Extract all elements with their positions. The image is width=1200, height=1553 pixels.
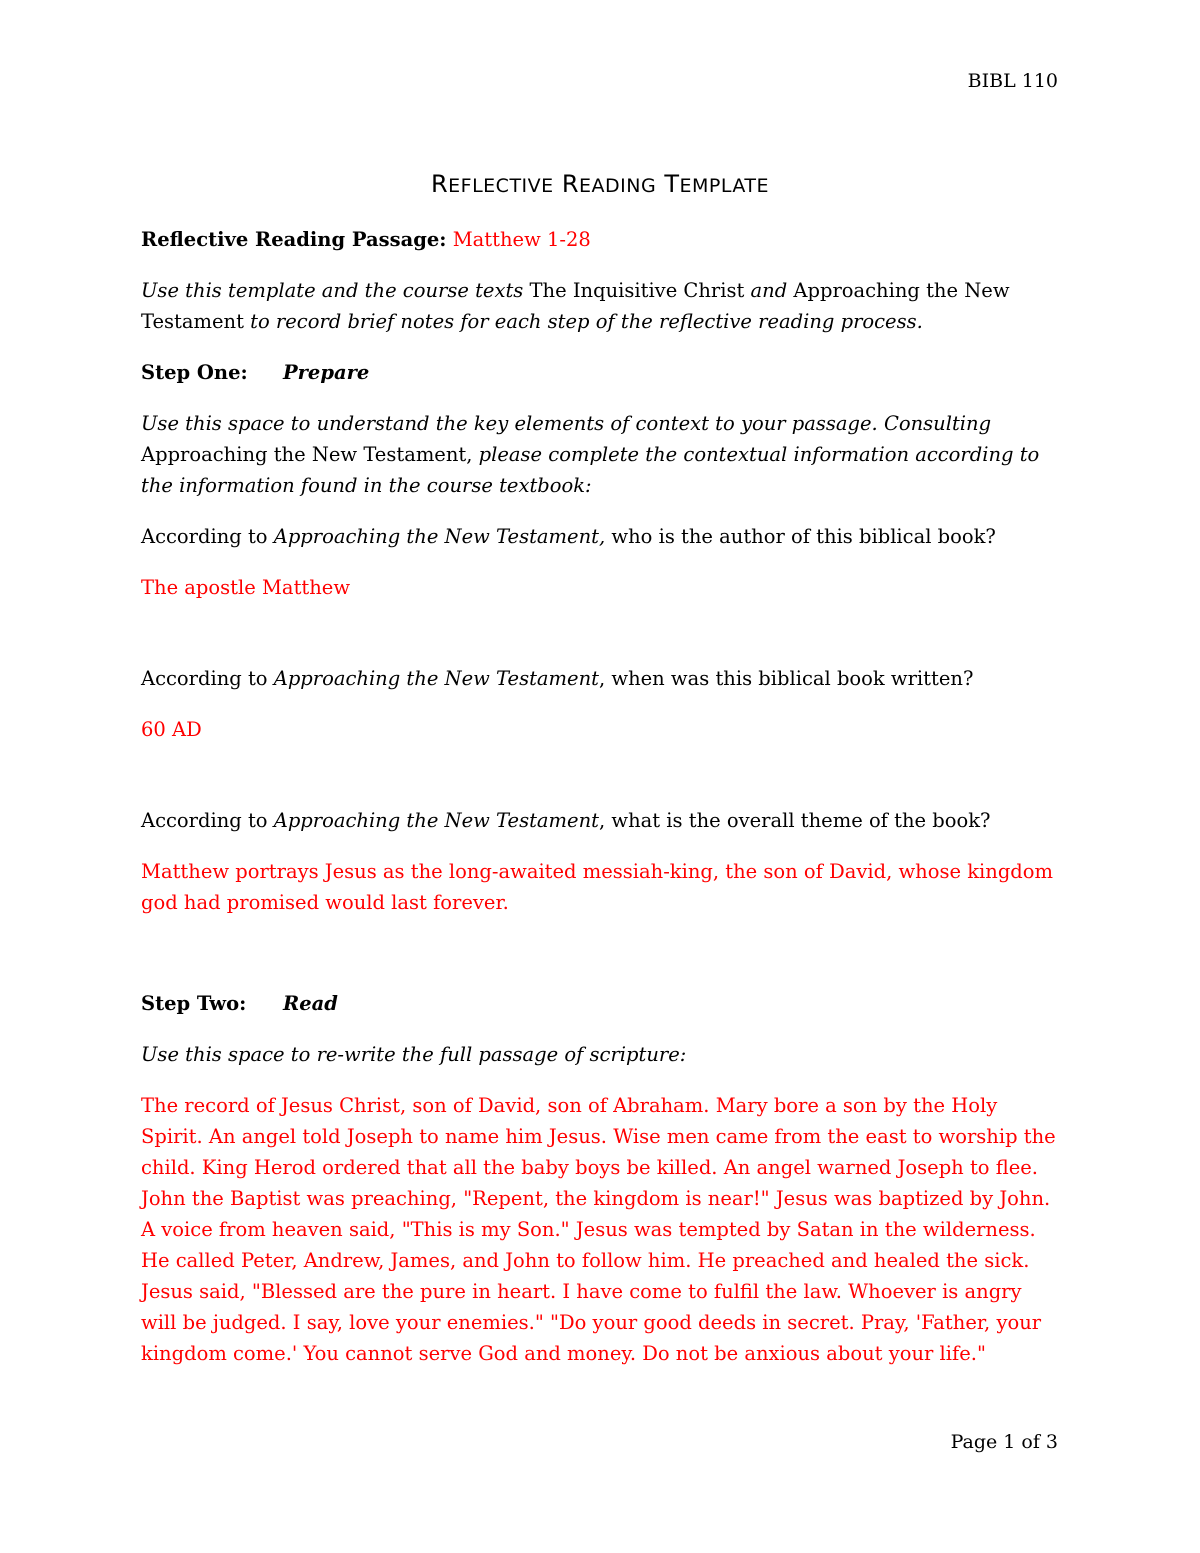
page-number: Page 1 of 3: [950, 1431, 1058, 1453]
title-rest-3: EMPLATE: [679, 175, 770, 197]
intro-paragraph: [141, 275, 1061, 337]
step2-label: Step Two:: [141, 992, 247, 1015]
q2-rest: , when was this biblical book written?: [598, 667, 974, 690]
step1-heading: [141, 357, 1061, 388]
q2-prefix: According to: [141, 667, 268, 690]
step1-instr-b: please complete the contextual information according to the information found in the course textbook:: [141, 443, 1040, 497]
title-cap-2: R: [561, 170, 579, 198]
step2-name: Read: [283, 992, 338, 1015]
intro-part2: to record brief notes for each step of the reflective reading process.: [250, 310, 923, 333]
answer-date: 60 AD: [141, 718, 202, 741]
question-theme: [141, 805, 1061, 836]
step1-instr-book: Approaching the New Testament,: [141, 443, 473, 466]
answer-author: The apostle Matthew: [141, 576, 351, 599]
intro-book2: Approaching the New Testament: [141, 279, 1010, 333]
passage-value: Matthew 1-28: [452, 228, 591, 251]
q2-book: Approaching the New Testament: [273, 667, 599, 690]
step1-label: Step One:: [141, 361, 248, 384]
q1-rest: who is the author of this biblical book?: [611, 525, 996, 548]
spacer: [141, 938, 1061, 988]
title-cap-1: R: [430, 170, 449, 198]
step1-name: Prepare: [283, 361, 370, 384]
step1-instructions: [141, 408, 1061, 501]
question-author: [141, 521, 1061, 552]
spacer: [141, 765, 1061, 805]
passage-label: Reflective Reading Passage:: [141, 228, 447, 251]
passage-line: [141, 224, 1061, 255]
q1-prefix: According to: [141, 525, 268, 548]
q3-prefix: According to: [141, 809, 268, 832]
question-date: [141, 663, 1061, 694]
q3-rest: , what is the overall theme of the book?: [598, 809, 991, 832]
intro-book1: The Inquisitive Christ: [529, 279, 745, 302]
page-title: [0, 170, 1200, 198]
step1-instr-a: Use this space to understand the key elements of context to your passage. Consulting: [141, 412, 992, 435]
step2-heading: [141, 988, 1061, 1019]
intro-and: and: [750, 279, 788, 302]
title-cap-3: T: [664, 170, 680, 198]
intro-part1: Use this template and the course texts: [141, 279, 524, 302]
step2-passage-text: The record of Jesus Christ, son of David, son of Abraham. Mary bore a son by the Holy Spirit. An angel told Joseph to name him Jesus. Wise men came from the east to worship the child. King Herod ordered that all the baby boys be killed. An angel warned Joseph to flee. John the Baptist was preaching, "Repent, the kingdom is near!" Jesus was baptized by John. A voice from heaven said, "This is my Son." Jesus was tempted by Satan in the wilderness. He called Peter, Andrew, James, and John to follow him. He preached and healed the sick. Jesus said, "Blessed are the pure in heart. I have come to fulfil the law. Whoever is angry will be judged. I say, love your enemies." "Do your good deeds in secret. Pray, 'Father, your kingdom come.' You cannot serve God and money. Do not be anxious about your life.": [141, 1094, 1056, 1365]
course-code: BIBL 110: [967, 70, 1058, 92]
spacer: [141, 623, 1061, 663]
answer-theme: Matthew portrays Jesus as the long-awaited messiah-king, the son of David, whose kingdom god had promised would last forever.: [141, 860, 1054, 914]
title-rest-2: EADING: [579, 175, 657, 197]
q1-book: Approaching the New Testament,: [273, 525, 606, 548]
title-rest-1: EFLECTIVE: [448, 175, 554, 197]
q3-book: Approaching the New Testament: [273, 809, 599, 832]
step2-instructions: Use this space to re-write the full passage of scripture:: [141, 1043, 687, 1066]
document-body: [141, 224, 1061, 1389]
